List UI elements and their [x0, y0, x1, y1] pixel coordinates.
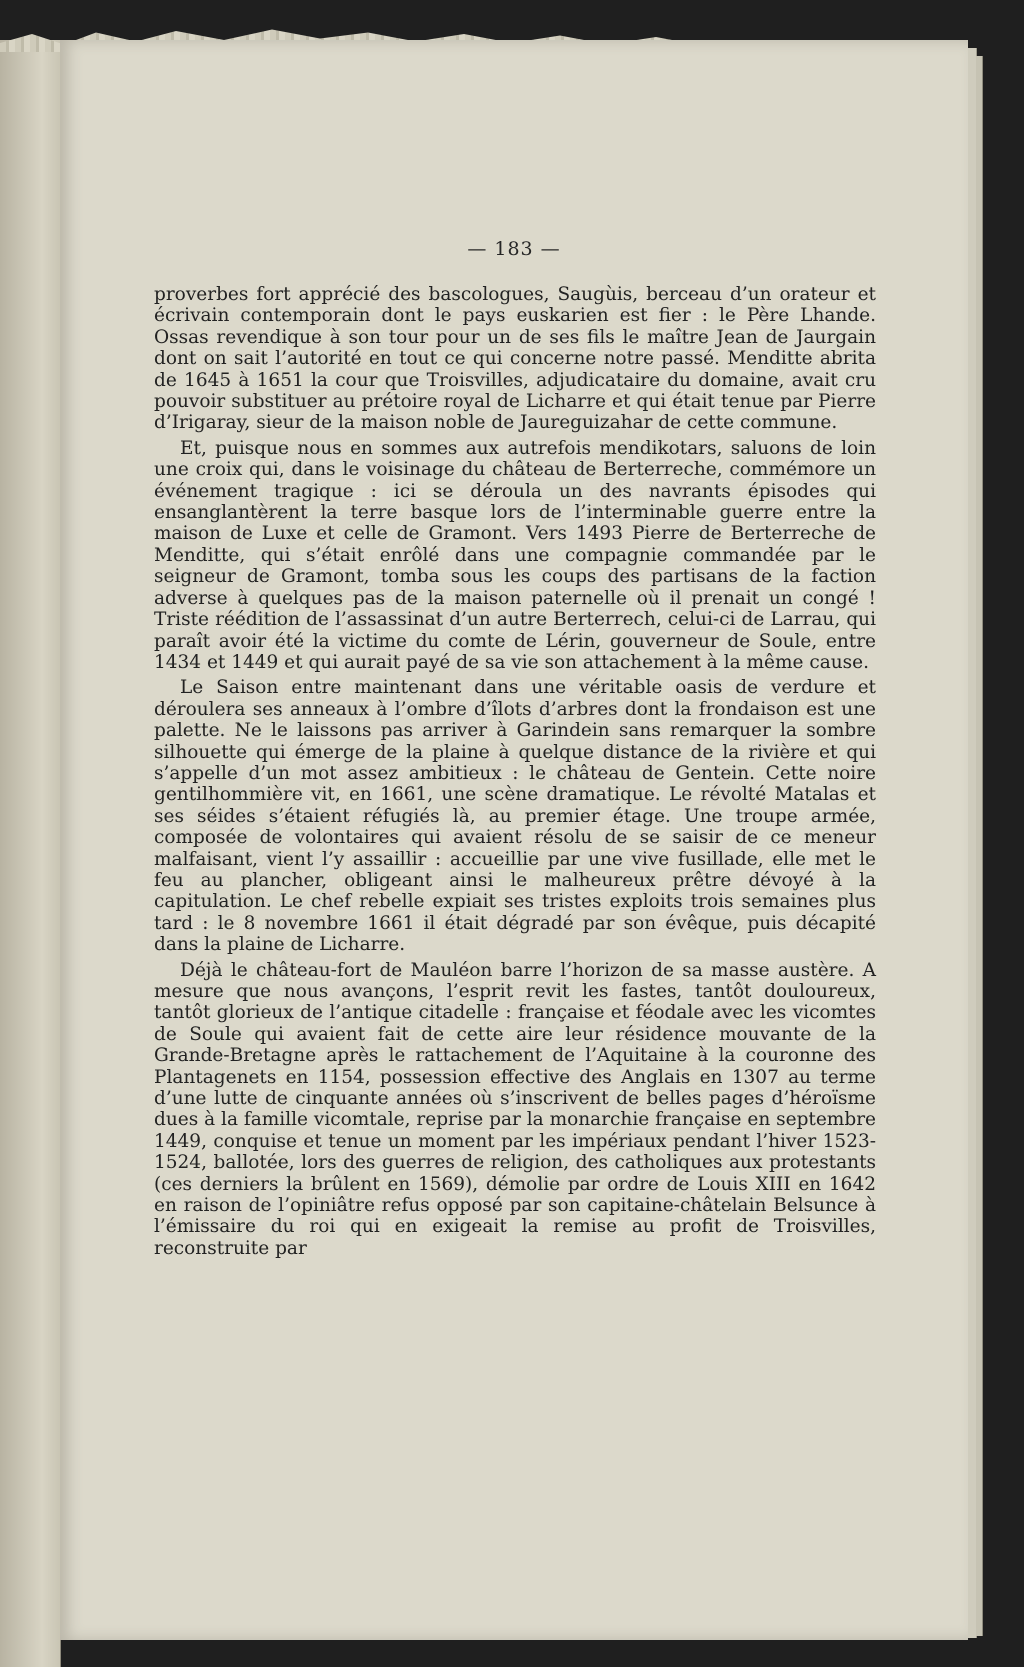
book-page [60, 40, 968, 1640]
page-stack-edge [976, 56, 983, 1636]
paragraph: Déjà le château-fort de Mauléon barre l’horizon de sa masse austère. A mesure que nous avançons, l’esprit revit les fastes, tantôt douloureux, tantôt glorieux de l’antique citadelle : française et féodale avec les vicomtes de Soule qui avaient fait de cette aire leur résidence mouvante de la Grande-Bretagne après le rattachement de l’Aquitaine à la couronne des Plantagenets en 1154, possession effective des Anglais en 1307 au terme d’une lutte de cinquante années où s’inscrivent de belles pages d’héroïsme dues à la famille vicomtale, reprise par la monarchie française en septembre 1449, conquise et tenue un moment par les impériaux pendant l’hiver 1523-1524, ballotée, lors des guerres de religion, des catholiques aux protestants (ces derniers la brûlent en 1569), démolie par ordre de Louis XIII en 1642 en raison de l’opiniâtre refus opposé par son capitaine-châtelain Belsunce à l’émissaire du roi qui en exigeait la remise au profit de Troisvilles, reconstruite par [154, 959, 876, 1259]
facing-page-edge [0, 40, 61, 1667]
page-number: — 183 — [467, 238, 561, 260]
paragraph: Et, puisque nous en sommes aux autrefois mendikotars, saluons de loin une croix qui, dans le voisinage du château de Berterreche, commémore un événement tragique : ici se déroula un des navrants épisodes qui ensanglantèrent la terre basque lors de l’interminable guerre entre la maison de Luxe et celle de Gramont. Vers 1493 Pierre de Berterreche de Menditte, qui s’était enrôlé dans une compagnie commandée par le seigneur de Gramont, tomba sous les coups des partisans de la faction adverse à quelques pas de la maison paternelle où il prenait un congé ! Triste réédition de l’assassinat d’un autre Berterrech, celui-ci de Larrau, qui paraît avoir été la victime du comte de Lérin, gouverneur de Soule, entre 1434 et 1449 et qui aurait payé de sa vie son attachement à la même cause. [154, 437, 876, 673]
paragraph: Le Saison entre maintenant dans une véritable oasis de verdure et déroulera ses anneaux à l’ombre d’îlots d’arbres dont la frondaison est une palette. Ne le laissons pas arriver à Garindein sans remarquer la sombre silhouette qui émerge de la plaine à quelque distance de la rivière et qui s’appelle d’un mot assez ambitieux : le château de Gentein. Cette noire gentilhommière vit, en 1661, une scène dramatique. Le révolté Matalas et ses séides s’étaient réfugiés là, au premier étage. Une troupe armée, composée de volontaires qui avaient résolu de se saisir de ce meneur malfaisant, vient l’y assaillir : accueillie par une vive fusillade, elle met le feu au plancher, obligeant ainsi le malheureux prêtre dévoyé à la capitulation. Le chef rebelle expiait ses tristes exploits trois semaines plus tard : le 8 novembre 1661 il était dégradé par son évêque, puis décapité dans la plaine de Licharre. [154, 677, 876, 956]
paragraph: proverbes fort apprécié des bascologues, Saugùis, berceau d’un orateur et écrivain contemporain dont le pays euskarien est fier : le Père Lhande. Ossas revendique à son tour pour un de ses fils le maître Jean de Jaurgain dont on sait l’autorité en tout ce qui concerne notre passé. Menditte abrita de 1645 à 1651 la cour que Troisvilles, adjudicataire du domaine, avait cru pouvoir substituer au prétoire royal de Licharre et qui était tenue par Pierre d’Irigaray, sieur de la maison noble de Jaureguizahar de cette commune. [154, 284, 876, 434]
page-body [154, 284, 876, 1263]
